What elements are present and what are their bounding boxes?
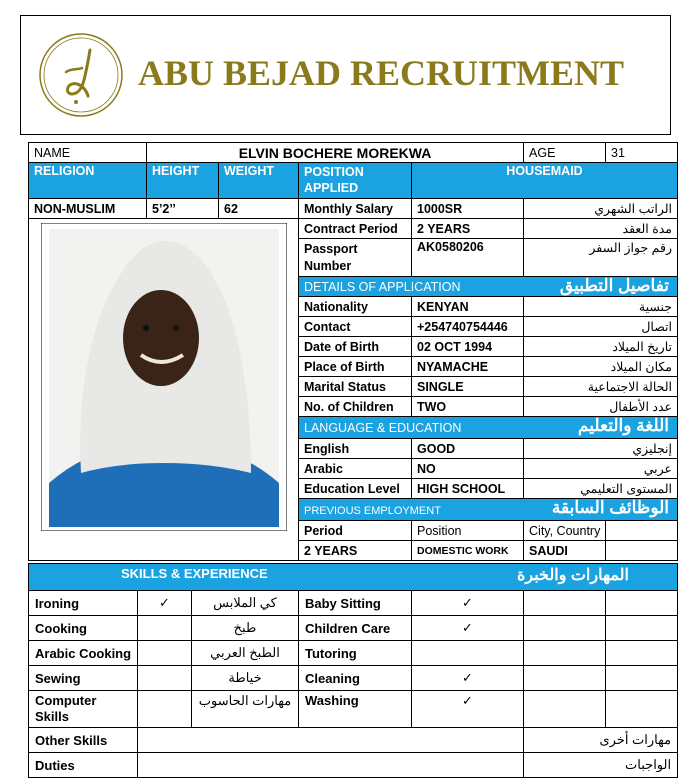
check-icon [138, 616, 192, 641]
age-label: AGE [524, 143, 606, 163]
skills-title-ar: المهارات والخبرة [517, 567, 629, 584]
employment-title-ar: الوظائف السابقة [551, 498, 670, 517]
blank-cell [524, 616, 606, 641]
other-skills-value [138, 728, 524, 753]
duties-label: Duties [29, 753, 138, 778]
app-row-ar: تاريخ الميلاد [524, 337, 678, 357]
check-icon: ✓ [412, 666, 524, 691]
calligraphy-logo-icon [38, 32, 124, 118]
employment-title: PREVIOUS EMPLOYMENT [304, 504, 441, 517]
religion-value: NON-MUSLIM [29, 199, 147, 219]
other-skills-ar: مهارات أخرى [524, 728, 678, 753]
contract-value: 1000SR [412, 199, 524, 219]
blank-cell [606, 691, 678, 728]
emp-header-period: Period [299, 521, 412, 541]
app-row-label: Contact [299, 317, 412, 337]
app-row-ar: اتصال [524, 317, 678, 337]
application-section-header [299, 277, 678, 297]
check-icon [138, 641, 192, 666]
skill-left-ar: مهارات الحاسوب [192, 691, 299, 728]
check-icon [138, 691, 192, 728]
blank-cell [606, 616, 678, 641]
age-value: 31 [606, 143, 678, 163]
contract-ar: الراتب الشهري [524, 199, 678, 219]
contract-label: Contract Period [299, 219, 412, 239]
app-row-label: No. of Children [299, 397, 412, 417]
height-label: HEIGHT [147, 163, 219, 199]
duties-ar: الواجبات [524, 753, 678, 778]
check-icon: ✓ [412, 591, 524, 616]
skill-right: Tutoring [299, 641, 412, 666]
other-skills-label: Other Skills [29, 728, 138, 753]
lang-row-ar: المستوى التعليمي [524, 479, 678, 499]
contract-ar: رقم جواز السفر [524, 239, 678, 277]
height-value: 5’2’’ [147, 199, 219, 219]
app-row-ar: عدد الأطفال [524, 397, 678, 417]
weight-value: 62 [219, 199, 299, 219]
lang-row-value: HIGH SCHOOL [412, 479, 524, 499]
skill-left-ar: خياطة [192, 666, 299, 691]
skill-left: Computer Skills [29, 691, 138, 728]
skill-right: Baby Sitting [299, 591, 412, 616]
weight-label: WEIGHT [219, 163, 299, 199]
skills-title: SKILLS & EXPERIENCE [121, 566, 268, 581]
application-title-ar: تفاصيل التطبيق [559, 276, 670, 295]
skills-table [28, 563, 678, 778]
app-row-label: Date of Birth [299, 337, 412, 357]
duties-value [138, 753, 524, 778]
emp-header-location: City, Country [524, 521, 606, 541]
photo-cell [29, 219, 299, 561]
check-icon [412, 641, 524, 666]
position-value: HOUSEMAID [412, 163, 678, 199]
lang-row-label: Arabic [299, 459, 412, 479]
contract-label: Monthly Salary [299, 199, 412, 219]
blank-cell [606, 641, 678, 666]
lang-row-label: English [299, 439, 412, 459]
contract-value: 2 YEARS [412, 219, 524, 239]
app-row-value: SINGLE [412, 377, 524, 397]
app-row-value: 02 OCT 1994 [412, 337, 524, 357]
contract-value: AK0580206 [412, 239, 524, 277]
name-label: NAME [29, 143, 147, 163]
skill-left: Sewing [29, 666, 138, 691]
blank-cell [524, 691, 606, 728]
check-icon: ✓ [138, 591, 192, 616]
candidate-name: ELVIN BOCHERE MOREKWA [147, 143, 524, 163]
lang-row-label: Education Level [299, 479, 412, 499]
app-row-value: TWO [412, 397, 524, 417]
emp-period: 2 YEARS [299, 541, 412, 561]
language-section-header [299, 417, 678, 439]
skill-right: Cleaning [299, 666, 412, 691]
app-row-ar: جنسية [524, 297, 678, 317]
emp-location: SAUDI [524, 541, 606, 561]
blank-cell [524, 666, 606, 691]
skill-left: Arabic Cooking [29, 641, 138, 666]
emp-header-position: Position [412, 521, 524, 541]
app-row-value: KENYAN [412, 297, 524, 317]
skill-left: Ironing [29, 591, 138, 616]
emp-blank [606, 541, 678, 561]
employment-section-header [299, 499, 678, 521]
app-row-value: NYAMACHE [412, 357, 524, 377]
skill-left-ar: طبخ [192, 616, 299, 641]
skill-left-ar: الطبخ العربي [192, 641, 299, 666]
skill-right: Washing [299, 691, 412, 728]
blank-cell [524, 641, 606, 666]
language-title: LANGUAGE & EDUCATION [304, 420, 462, 435]
skills-section-header [29, 564, 678, 591]
application-title: DETAILS OF APPLICATION [304, 279, 461, 294]
blank-cell [606, 591, 678, 616]
contract-ar: مدة العقد [524, 219, 678, 239]
check-icon: ✓ [412, 691, 524, 728]
app-row-value: +254740754446 [412, 317, 524, 337]
app-row-ar: مكان الميلاد [524, 357, 678, 377]
lang-row-ar: إنجليزي [524, 439, 678, 459]
lang-row-value: GOOD [412, 439, 524, 459]
app-row-label: Nationality [299, 297, 412, 317]
contract-label: Passport Number [299, 239, 412, 277]
emp-header-blank [606, 521, 678, 541]
emp-position: DOMESTIC WORK [412, 541, 524, 561]
blank-cell [606, 666, 678, 691]
skill-left: Cooking [29, 616, 138, 641]
blank-cell [524, 591, 606, 616]
skill-right: Children Care [299, 616, 412, 641]
app-row-label: Place of Birth [299, 357, 412, 377]
position-applied-label: POSITION APPLIED [299, 163, 412, 199]
lang-row-ar: عربي [524, 459, 678, 479]
application-table [28, 142, 678, 561]
skill-left-ar: كي الملابس [192, 591, 299, 616]
candidate-photo [41, 223, 287, 531]
app-row-ar: الحالة الاجتماعية [524, 377, 678, 397]
company-name: ABU BEJAD RECRUITMENT [138, 53, 625, 93]
lang-row-value: NO [412, 459, 524, 479]
check-icon: ✓ [412, 616, 524, 641]
religion-label: RELIGION [29, 163, 147, 199]
app-row-label: Marital Status [299, 377, 412, 397]
language-title-ar: اللغة والتعليم [577, 416, 670, 435]
check-icon [138, 666, 192, 691]
